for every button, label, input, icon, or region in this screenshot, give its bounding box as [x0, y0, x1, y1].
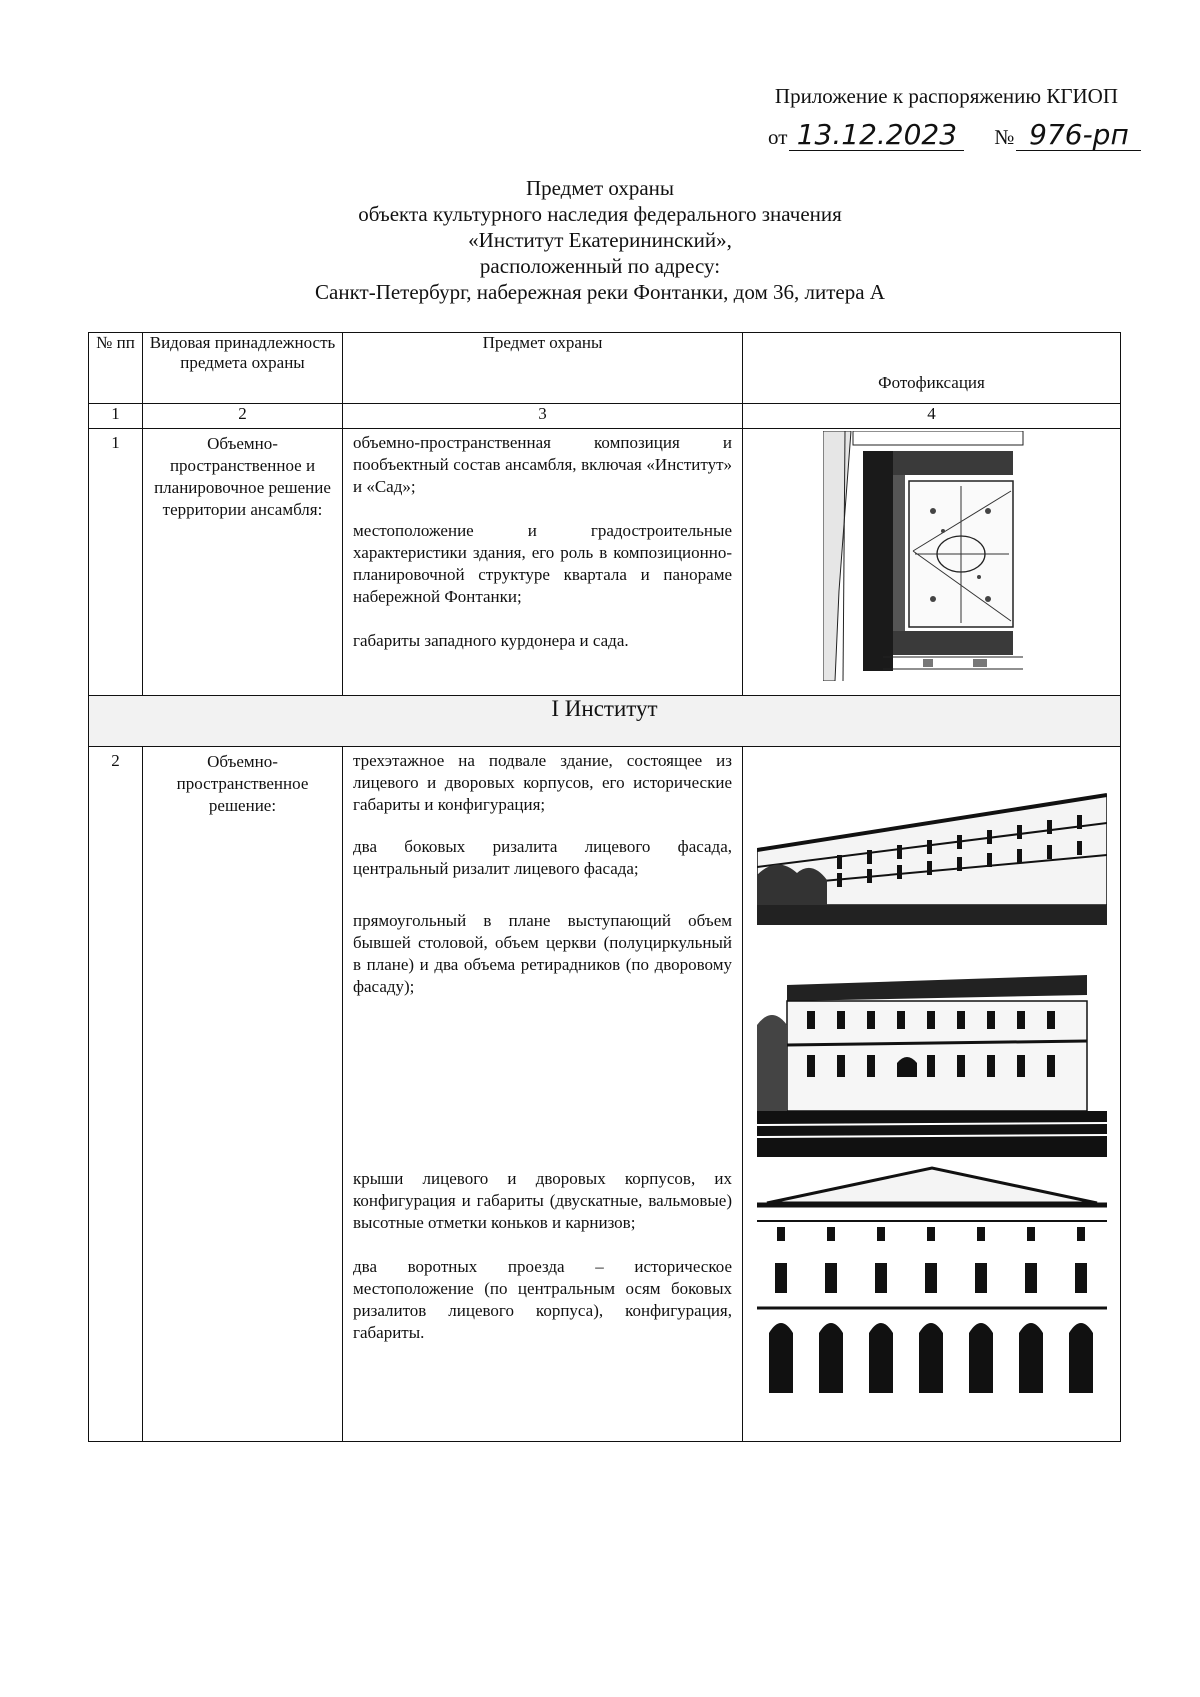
subject-item: крыши лицевого и дворовых корпусов, их конфигурация и габариты (двускатные, вальмовые) высотные отметки коньков и карнизов; — [353, 1169, 732, 1232]
protection-subject-table — [88, 332, 1121, 1442]
row-number: 2 — [89, 747, 143, 1442]
row-photo — [743, 747, 1121, 1442]
from-label: от — [768, 125, 788, 149]
header-subject: Предмет охраны — [343, 333, 743, 404]
header-photo: Фотофиксация — [743, 333, 1121, 404]
title-line-1: Предмет охраны — [525, 176, 675, 200]
order-date: 13.12.2023 — [789, 120, 964, 151]
site-plan-map — [823, 431, 1033, 681]
row-type: Объемно-пространственное решение: — [143, 747, 343, 1442]
document-title — [0, 175, 1200, 305]
row-type: Объемно-пространственное и планировочное решение территории ансамбля: — [143, 429, 343, 696]
subject-item: габариты западного курдонера и сада. — [353, 631, 629, 650]
subject-item: прямоугольный в плане выступающий объем бывшей столовой, объем церкви (полуциркульный в плане) и два объема ретирадников (по дворовому фасаду); — [353, 911, 732, 996]
facade-photo-front — [757, 965, 1107, 1157]
title-line-5: Санкт-Петербург, набережная реки Фонтанки, дом 36, литера А — [315, 280, 885, 304]
appendix-note: Приложение к распоряжению КГИОП — [774, 84, 1118, 108]
index-cell: 2 — [143, 404, 343, 429]
index-cell: 1 — [89, 404, 143, 429]
order-number: 976-рп — [1016, 120, 1141, 151]
subject-item: местоположение и градостроительные характеристики здания, его роль в композиционно-планировочной структуре квартала и панораме набережной Фонтанки; — [353, 521, 732, 606]
row-photo — [743, 429, 1121, 696]
number-label: № — [994, 125, 1015, 149]
subject-item: два боковых ризалита лицевого фасада, центральный ризалит лицевого фасада; — [353, 837, 732, 878]
row-number: 1 — [89, 429, 143, 696]
table-row — [89, 747, 1121, 1442]
section-title: I Институт — [89, 696, 1121, 747]
header-num: № пп — [89, 333, 143, 404]
table-header-row — [89, 333, 1121, 404]
row-subject — [343, 429, 743, 696]
header-type: Видовая принадлежность предмета охраны — [143, 333, 343, 404]
index-cell: 4 — [743, 404, 1121, 429]
facade-photo-perspective — [757, 755, 1107, 925]
title-line-2: объекта культурного наследия федерального значения — [358, 202, 842, 226]
row-subject — [343, 747, 743, 1442]
subject-item: трехэтажное на подвале здание, состоящее из лицевого и дворовых корпусов, его исторические габариты и конфигурация; — [353, 751, 732, 814]
order-reference — [768, 120, 1141, 151]
column-index-row — [89, 404, 1121, 429]
table-row — [89, 429, 1121, 696]
title-line-3: «Институт Екатерининский», — [468, 228, 732, 252]
index-cell: 3 — [343, 404, 743, 429]
facade-photo-central-risalit — [757, 1163, 1107, 1393]
subject-item: два воротных проезда – историческое местоположение (по центральным осям боковых ризалитов лицевого корпуса), конфигурация, габариты. — [353, 1257, 732, 1342]
subject-item: объемно-пространственная композиция и пообъектный состав ансамбля, включая «Институт» и «Сад»; — [353, 433, 732, 496]
title-line-4: расположенный по адресу: — [479, 254, 721, 278]
section-row — [89, 696, 1121, 747]
